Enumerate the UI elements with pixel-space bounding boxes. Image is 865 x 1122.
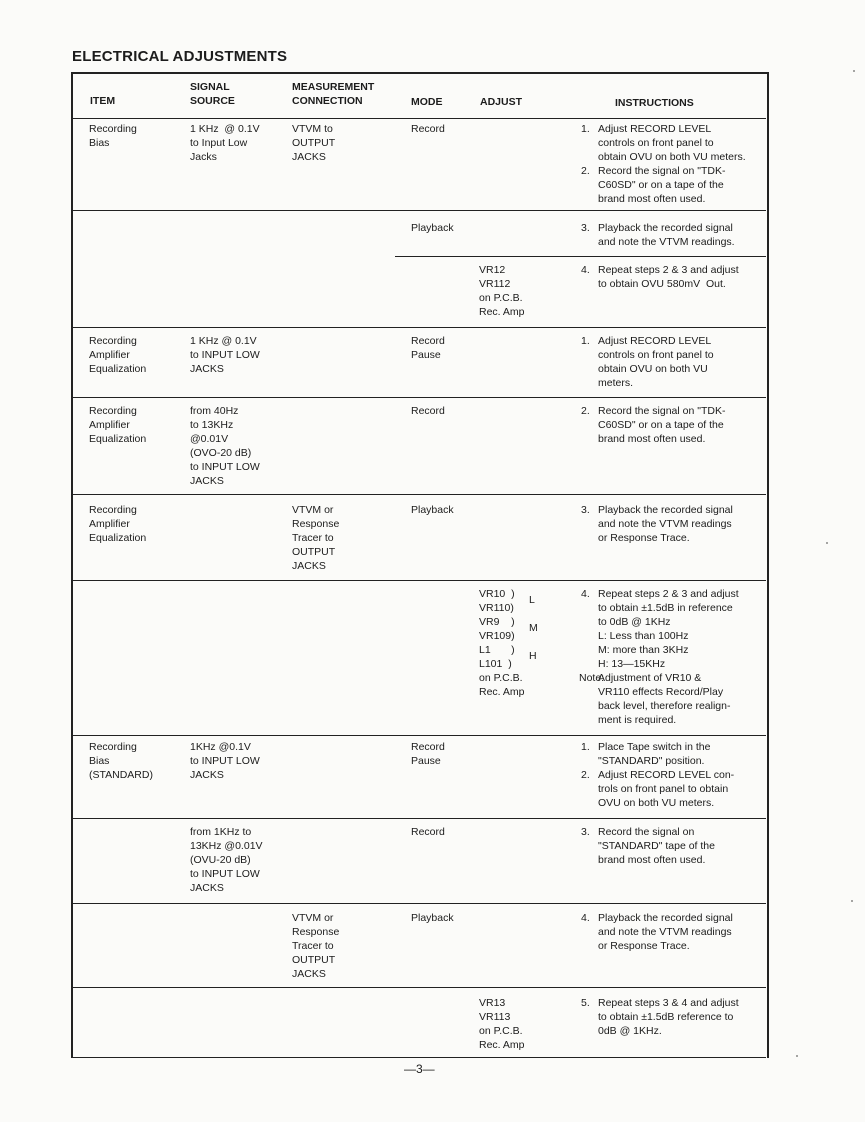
instruction-step-text xyxy=(598,740,710,768)
signal-source-cell-line: 1 KHz @ 0.1V xyxy=(190,335,257,347)
instruction-line: controls on front panel to xyxy=(598,349,714,361)
item-cell-line: Equalization xyxy=(89,532,147,544)
instruction-step-text xyxy=(598,911,733,953)
row-separator xyxy=(395,256,766,257)
instruction-line: and note the VTVM readings xyxy=(598,926,732,938)
signal-source-cell-line: to INPUT LOW xyxy=(190,349,260,361)
mode-cell-line: Record xyxy=(411,826,445,838)
measurement-cell-line: OUTPUT xyxy=(292,137,336,149)
item-cell-line: (STANDARD) xyxy=(89,769,153,781)
instruction-line: and note the VTVM readings. xyxy=(598,236,735,248)
instruction-line: back level, therefore realign- xyxy=(598,700,731,712)
item-cell-line: Amplifier xyxy=(89,419,130,431)
adjust-cell-line: VR110) xyxy=(479,602,514,614)
measurement-cell-line: VTVM or xyxy=(292,504,334,516)
instruction-line: brand most often used. xyxy=(598,854,706,866)
instruction-line: "STANDARD" tape of the xyxy=(598,840,715,852)
instruction-step-number: 3. xyxy=(581,826,590,838)
item-cell-line: Recording xyxy=(89,504,137,516)
adjust-cell-line: on P.C.B. xyxy=(479,672,523,684)
scan-speck xyxy=(853,70,855,72)
row-separator xyxy=(72,1057,766,1058)
mode-cell-line: Pause xyxy=(411,349,441,361)
instruction-step-number: 3. xyxy=(581,222,590,234)
adjust-cell-line: VR113 xyxy=(479,1011,511,1023)
mode-cell-line: Playback xyxy=(411,504,454,516)
row-separator xyxy=(72,397,766,398)
instruction-step-text xyxy=(598,671,731,727)
row-separator xyxy=(72,210,766,211)
signal-source-cell-line: to INPUT LOW xyxy=(190,868,260,880)
signal-source-cell-line: 1 KHz @ 0.1V xyxy=(190,123,260,135)
instruction-step-text xyxy=(598,996,739,1038)
row-separator xyxy=(72,580,766,581)
row-separator xyxy=(72,735,766,736)
instruction-step-number: 4. xyxy=(581,912,590,924)
instruction-step-number: 3. xyxy=(581,504,590,516)
signal-source-cell-line: from 1KHz to xyxy=(190,826,252,838)
header-instructions: INSTRUCTIONS xyxy=(615,97,694,109)
row-separator xyxy=(72,987,766,988)
instruction-step-number: 4. xyxy=(581,588,590,600)
adjust-cell-line: VR109) xyxy=(479,630,515,642)
page-number: —3— xyxy=(404,1062,435,1076)
mode-cell-line: Playback xyxy=(411,912,454,924)
instruction-step-text xyxy=(598,404,725,446)
adjust-cell-line: VR13 xyxy=(479,997,506,1009)
measurement-cell-line: Tracer to xyxy=(292,940,334,952)
adjust-cell-line: on P.C.B. xyxy=(479,292,523,304)
item-cell-line: Equalization xyxy=(89,433,147,445)
signal-source-cell-line: JACKS xyxy=(190,769,224,781)
row-separator xyxy=(72,903,766,904)
row-separator xyxy=(72,818,766,819)
instruction-line: Adjust RECORD LEVEL xyxy=(598,335,712,347)
signal-source-cell-line: to 13KHz xyxy=(190,419,234,431)
measurement-cell-line: VTVM or xyxy=(292,912,334,924)
adjust-cell-line: Rec. Amp xyxy=(479,306,525,318)
instruction-step-text xyxy=(598,503,733,545)
signal-source-cell-line: 13KHz @0.01V xyxy=(190,840,263,852)
signal-source-cell-line: 1KHz @0.1V xyxy=(190,741,251,753)
item-cell-line: Bias xyxy=(89,755,110,767)
instruction-line: "STANDARD" position. xyxy=(598,755,705,767)
instruction-line: controls on front panel to xyxy=(598,137,714,149)
instruction-line: Playback the recorded signal xyxy=(598,222,733,234)
instruction-line: Playback the recorded signal xyxy=(598,912,733,924)
instruction-line: brand most often used. xyxy=(598,433,706,445)
adjust-cell-line: L101 ) xyxy=(479,658,512,670)
instruction-line: Repeat steps 2 & 3 and adjust xyxy=(598,588,739,600)
item-cell-line: Recording xyxy=(89,405,137,417)
instruction-step-text xyxy=(598,825,715,867)
header-adjust: ADJUST xyxy=(480,96,523,108)
mode-cell-line: Pause xyxy=(411,755,441,767)
instruction-line: C60SD" or on a tape of the xyxy=(598,179,724,191)
instruction-step-text xyxy=(598,164,725,206)
mode-cell-line: Record xyxy=(411,123,445,135)
signal-source-cell-line: JACKS xyxy=(190,882,224,894)
instruction-step-number: 1. xyxy=(581,741,590,753)
mode-cell-line: Playback xyxy=(411,222,454,234)
instruction-line: to obtain OVU 580mV Out. xyxy=(598,278,726,290)
table-right-border xyxy=(767,72,769,1058)
instruction-line: or Response Trace. xyxy=(598,940,690,952)
instruction-line: Repeat steps 2 & 3 and adjust xyxy=(598,264,739,276)
instruction-line: M: more than 3KHz xyxy=(598,644,689,656)
measurement-cell-line: JACKS xyxy=(292,968,326,980)
instruction-step-text xyxy=(598,263,739,291)
header-measurement-line2: CONNECTION xyxy=(292,95,363,107)
page-title: ELECTRICAL ADJUSTMENTS xyxy=(72,48,288,65)
instruction-line: VR110 effects Record/Play xyxy=(598,686,724,698)
instruction-step-text xyxy=(598,334,714,390)
instruction-line: brand most often used. xyxy=(598,193,706,205)
adjust-cell-line: Rec. Amp xyxy=(479,686,525,698)
instruction-line: Record the signal on xyxy=(598,826,695,838)
instruction-line: meters. xyxy=(598,377,634,389)
adjust-cell-line: VR112 xyxy=(479,278,511,290)
instruction-step-number: 1. xyxy=(581,335,590,347)
item-cell-line: Amplifier xyxy=(89,349,130,361)
scan-speck xyxy=(851,900,853,902)
instruction-line: ment is required. xyxy=(598,714,677,726)
table-top-border xyxy=(71,72,769,74)
adjust-band-label: H xyxy=(529,650,537,662)
table-left-border xyxy=(71,72,73,1058)
mode-cell-line: Record xyxy=(411,335,445,347)
header-mode: MODE xyxy=(411,96,443,108)
header-item: ITEM xyxy=(90,95,116,107)
instruction-step-number: 2. xyxy=(581,405,590,417)
instruction-line: L: Less than 100Hz xyxy=(598,630,689,642)
signal-source-cell-line: to INPUT LOW xyxy=(190,461,260,473)
item-cell-line: Amplifier xyxy=(89,518,130,530)
instruction-line: to obtain ±1.5dB in reference xyxy=(598,602,733,614)
instruction-line: Repeat steps 3 & 4 and adjust xyxy=(598,997,739,1009)
instruction-step-number: 5. xyxy=(581,997,590,1009)
measurement-cell-line: Tracer to xyxy=(292,532,334,544)
item-cell-line: Equalization xyxy=(89,363,147,375)
mode-cell-line: Record xyxy=(411,405,445,417)
measurement-cell-line: JACKS xyxy=(292,151,326,163)
instruction-line: to obtain ±1.5dB reference to xyxy=(598,1011,734,1023)
row-separator xyxy=(72,327,766,328)
adjust-cell-line: VR9 ) xyxy=(479,616,515,628)
instruction-line: 0dB @ 1KHz. xyxy=(598,1025,662,1037)
scan-speck xyxy=(826,542,828,544)
measurement-cell-line: OUTPUT xyxy=(292,954,336,966)
instruction-step-number: 2. xyxy=(581,165,590,177)
adjust-cell-line: on P.C.B. xyxy=(479,1025,523,1037)
item-cell-line: Recording xyxy=(89,123,137,135)
mode-cell-line: Record xyxy=(411,741,445,753)
adjust-cell-line: Rec. Amp xyxy=(479,1039,525,1051)
measurement-cell-line: Response xyxy=(292,926,340,938)
item-cell-line: Recording xyxy=(89,741,137,753)
item-cell-line: Recording xyxy=(89,335,137,347)
signal-source-cell-line: Jacks xyxy=(190,151,217,163)
instruction-line: OVU on both VU meters. xyxy=(598,797,715,809)
instruction-line: and note the VTVM readings xyxy=(598,518,732,530)
header-signal-line2: SOURCE xyxy=(190,95,235,107)
row-separator xyxy=(72,494,766,495)
measurement-cell-line: JACKS xyxy=(292,560,326,572)
header-signal-line1: SIGNAL xyxy=(190,81,230,93)
instruction-line: or Response Trace. xyxy=(598,532,690,544)
adjust-cell-line: VR12 xyxy=(479,264,506,276)
instruction-line: H: 13—15KHz xyxy=(598,658,666,670)
row-separator xyxy=(72,118,766,119)
instruction-line: Adjustment of VR10 & xyxy=(598,672,702,684)
signal-source-cell-line: (OVO-20 dB) xyxy=(190,447,252,459)
instruction-line: trols on front panel to obtain xyxy=(598,783,729,795)
instruction-line: obtain OVU on both VU xyxy=(598,363,708,375)
instruction-step-number: 1. xyxy=(581,123,590,135)
instruction-step-number: Note: xyxy=(579,672,605,684)
instruction-line: Record the signal on "TDK- xyxy=(598,165,726,177)
signal-source-cell-line: (OVU-20 dB) xyxy=(190,854,251,866)
signal-source-cell-line: from 40Hz xyxy=(190,405,239,417)
signal-source-cell-line: JACKS xyxy=(190,475,224,487)
instruction-step-text xyxy=(598,587,739,671)
instruction-step-text xyxy=(598,221,735,249)
signal-source-cell-line: to Input Low xyxy=(190,137,248,149)
instruction-line: Adjust RECORD LEVEL con- xyxy=(598,769,735,781)
scan-speck xyxy=(796,1055,798,1057)
instruction-line: Adjust RECORD LEVEL xyxy=(598,123,712,135)
instruction-line: obtain OVU on both VU meters. xyxy=(598,151,746,163)
adjust-cell-line: VR10 ) xyxy=(479,588,515,600)
instruction-step-number: 4. xyxy=(581,264,590,276)
measurement-cell-line: Response xyxy=(292,518,340,530)
adjust-cell-line: L1 ) xyxy=(479,644,515,656)
instruction-line: Place Tape switch in the xyxy=(598,741,711,753)
instruction-step-text xyxy=(598,122,746,164)
signal-source-cell-line: @0.01V xyxy=(190,433,229,445)
instruction-line: to 0dB @ 1KHz xyxy=(598,616,671,628)
header-measurement-line1: MEASUREMENT xyxy=(292,81,375,93)
measurement-cell-line: VTVM to xyxy=(292,123,333,135)
instruction-line: C60SD" or on a tape of the xyxy=(598,419,724,431)
adjust-band-label: M xyxy=(529,622,538,634)
instruction-line: Record the signal on "TDK- xyxy=(598,405,726,417)
measurement-cell-line: OUTPUT xyxy=(292,546,336,558)
instruction-step-text xyxy=(598,768,734,810)
instruction-step-number: 2. xyxy=(581,769,590,781)
signal-source-cell-line: to INPUT LOW xyxy=(190,755,260,767)
item-cell-line: Bias xyxy=(89,137,110,149)
instruction-line: Playback the recorded signal xyxy=(598,504,733,516)
adjust-band-label: L xyxy=(529,594,535,606)
signal-source-cell-line: JACKS xyxy=(190,363,224,375)
